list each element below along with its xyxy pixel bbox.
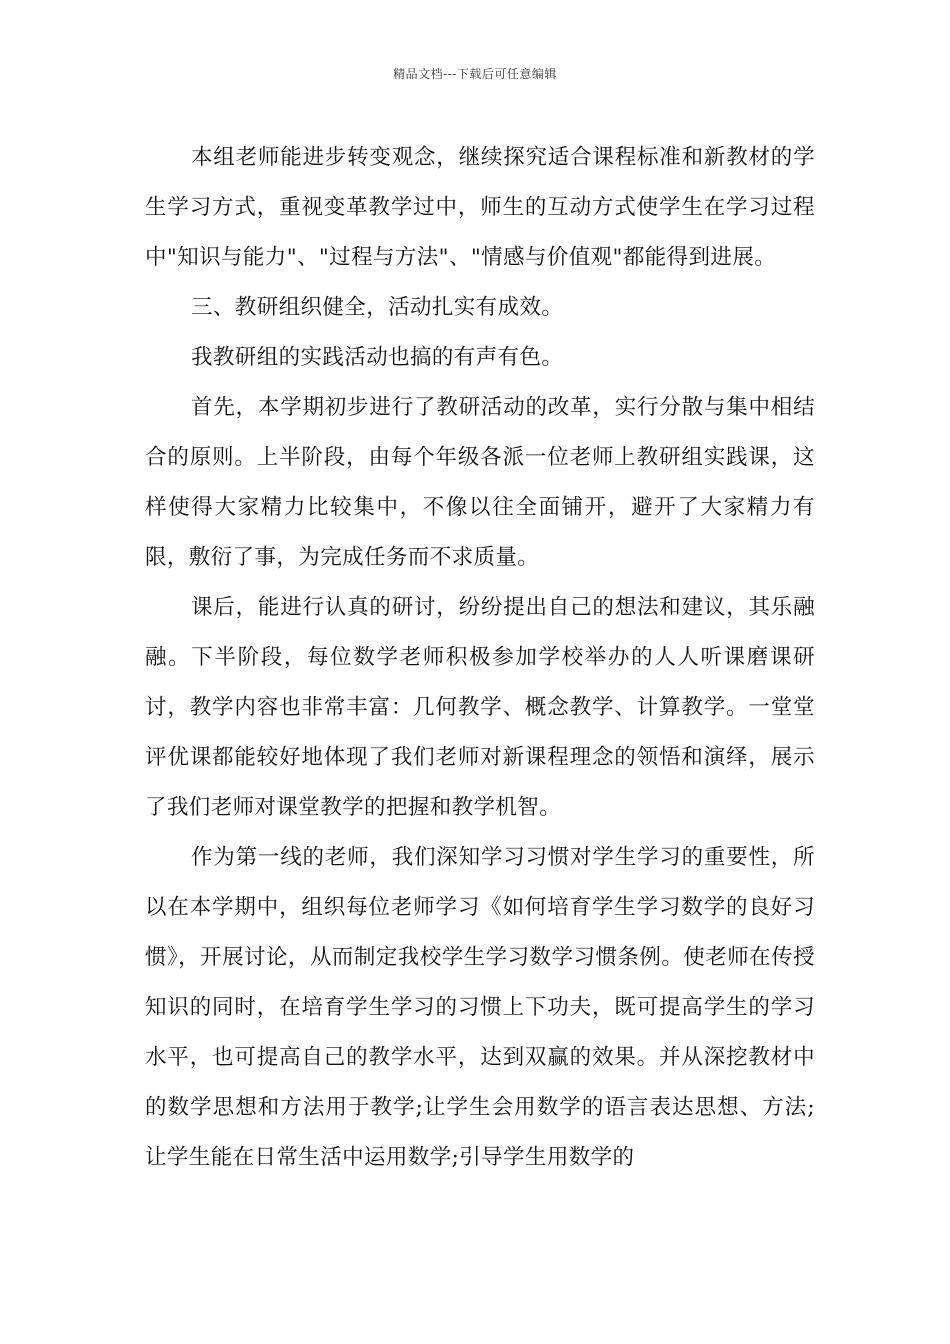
document-body xyxy=(145,133,815,1183)
paragraph-practice-activities: 我教研组的实践活动也搞的有声有色。 xyxy=(191,345,564,370)
paragraph-study-habits: 作为第一线的老师，我们深知学习习惯对学生学习的重要性，所以在本学期中，组织每位老师学习《如何培育学生学习数学的良好习惯》，开展讨论，从而制定我校学生学习数学习惯条例。使老师在传授知识的同时，在培育学生学习的习惯上下功夫，既可提高学生的学习水平，也可提高自己的教学水平，达到双赢的效果。并从深挖教材中的数学思想和方法用于教学;让学生会用数学的语言表达思想、方法;让学生能在日常生活中运用数学;引导学生用数学的 xyxy=(145,845,815,1170)
paragraph-teaching-concepts: 本组老师能进步转变观念，继续探究适合课程标准和新教材的学生学习方式，重视变革教学过中，师生的互动方式使学生在学习过程中"知识与能力"、"过程与方法"、"情感与价值观"都能得到进展。 xyxy=(145,145,815,270)
section-heading-3: 三、教研组织健全，活动扎实有成效。 xyxy=(191,295,564,320)
paragraph-after-class: 课后，能进行认真的研讨，纷纷提出自己的想法和建议，其乐融融。下半阶段，每位数学老师积极参加学校举办的人人听课磨课研讨，教学内容也非常丰富：几何教学、概念教学、计算教学。一堂堂评优课都能较好地体现了我们老师对新课程理念的领悟和演绎，展示了我们老师对课堂教学的把握和教学机智。 xyxy=(145,595,815,820)
page-header: 精品文档---下载后可任意编辑 xyxy=(393,67,557,81)
paragraph-reform: 首先，本学期初步进行了教研活动的改革，实行分散与集中相结合的原则。上半阶段，由每个年级各派一位老师上教研组实践课，这样使得大家精力比较集中，不像以往全面铺开，避开了大家精力有限，敷衍了事，为完成任务而不求质量。 xyxy=(145,395,815,570)
